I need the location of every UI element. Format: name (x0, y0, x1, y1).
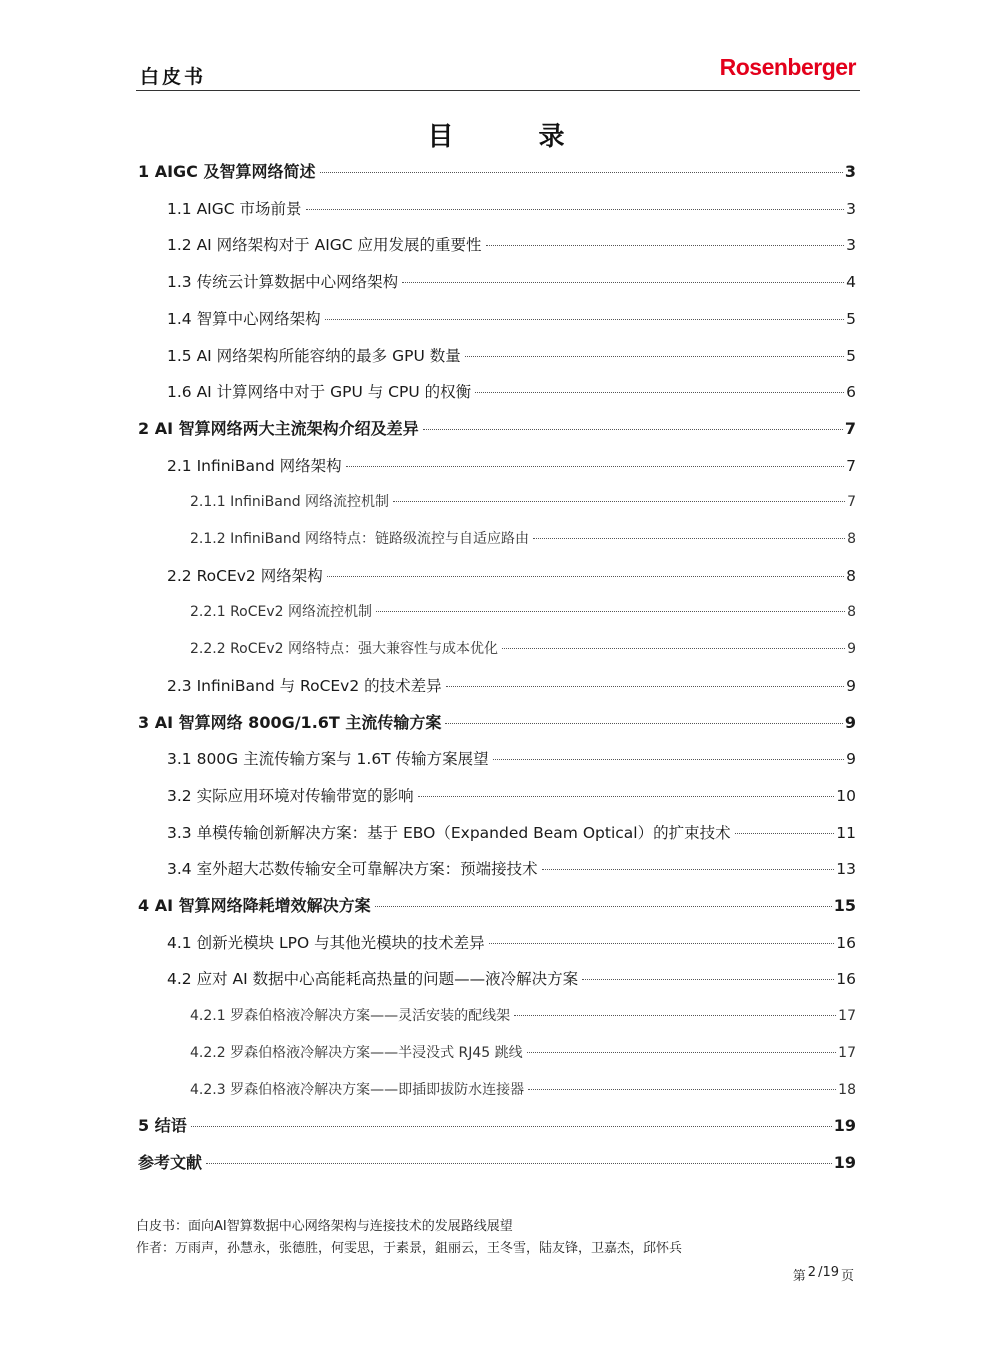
toc-entry-title: 4.2.1 罗森伯格液冷解决方案——灵活安装的配线架 (190, 1008, 511, 1025)
toc-entry-page: 3 (846, 236, 856, 255)
toc-entry-level-1[interactable] (138, 411, 856, 447)
toc-entry-page: 5 (846, 346, 856, 365)
toc-entry-level-2[interactable] (167, 191, 856, 227)
toc-dot-leader (493, 759, 845, 760)
toc-entry-level-3[interactable] (190, 594, 856, 630)
toc-entry-title: 2.2.2 RoCEv2 网络特点：强大兼容性与成本优化 (190, 641, 498, 658)
toc-entry-page: 7 (846, 456, 856, 475)
toc-entry-title: 4.2.2 罗森伯格液冷解决方案——半浸没式 RJ45 跳线 (190, 1044, 523, 1061)
toc-entry-level-1[interactable] (138, 154, 856, 190)
toc-entry-level-2[interactable] (167, 448, 856, 484)
toc-entry-level-2[interactable] (167, 338, 856, 374)
toc-dot-leader (418, 796, 835, 797)
toc-entry-level-3[interactable] (190, 484, 856, 520)
toc-entry-page: 17 (838, 1044, 856, 1061)
toc-dot-leader (423, 429, 843, 430)
toc-dot-leader (465, 356, 844, 357)
toc-entry-page: 8 (846, 566, 856, 585)
toc-entry-level-1[interactable] (138, 888, 856, 924)
toc-entry-title: 参考文献 (138, 1152, 203, 1172)
toc-entry-page: 5 (846, 309, 856, 328)
toc-entry-page: 11 (836, 823, 856, 842)
toc-entry-page: 17 (838, 1008, 856, 1025)
toc-entry-level-1[interactable] (138, 1145, 856, 1181)
toc-entry-page: 13 (836, 860, 856, 879)
toc-entry-title: 1.4 智算中心网络架构 (167, 309, 321, 328)
toc-entry-level-2[interactable] (167, 227, 856, 263)
toc-entry-page: 8 (847, 604, 856, 621)
toc-entry-title: 1 AIGC 及智算网络简述 (138, 162, 316, 181)
toc-dot-leader (533, 538, 845, 539)
toc-dot-leader (475, 392, 844, 393)
toc-entry-page: 3 (844, 162, 856, 181)
toc-entry-title: 5 结语 (138, 1116, 187, 1136)
toc-entry-title: 3 AI 智算网络 800G/1.6T 主流传输方案 (138, 712, 442, 732)
toc-dot-leader (327, 576, 844, 577)
toc-entry-page: 3 (846, 199, 856, 218)
toc-entry-title: 4.2 应对 AI 数据中心高能耗高热量的问题——液冷解决方案 (167, 970, 579, 989)
toc-dot-leader (346, 466, 845, 467)
page-suffix: 页 (840, 1269, 854, 1284)
page-current: 2 (807, 1265, 817, 1280)
toc-entry-level-2[interactable] (167, 851, 856, 887)
toc-entry-page: 15 (833, 896, 856, 915)
toc-entry-level-2[interactable] (167, 815, 856, 851)
toc-title: 目 录 (427, 122, 603, 152)
toc-entry-title: 1.2 AI 网络架构对于 AIGC 应用发展的重要性 (167, 236, 482, 255)
toc-entry-title: 1.6 AI 计算网络中对于 GPU 与 CPU 的权衡 (167, 383, 472, 402)
toc-dot-leader (191, 1126, 832, 1127)
toc-entry-title: 1.5 AI 网络架构所能容纳的最多 GPU 数量 (167, 346, 461, 365)
toc-dot-leader (486, 245, 845, 246)
toc-dot-leader (514, 1015, 836, 1016)
toc-entry-level-2[interactable] (167, 374, 856, 410)
toc-entry-title: 2.1.1 InfiniBand 网络流控机制 (190, 494, 390, 511)
toc-entry-page: 19 (833, 1116, 856, 1136)
toc-entry-level-2[interactable] (167, 301, 856, 337)
toc-entry-page: 6 (846, 383, 856, 402)
toc-entry-page: 7 (844, 418, 856, 438)
toc-entry-page: 8 (847, 531, 856, 547)
toc-entry-page: 16 (836, 970, 856, 989)
toc-dot-leader (393, 501, 845, 502)
toc-entry-page: 4 (846, 273, 856, 292)
toc-entry-page: 9 (846, 676, 856, 695)
toc-entry-title: 3.2 实际应用环境对传输带宽的影响 (167, 786, 414, 805)
header-divider (136, 90, 860, 91)
toc-dot-leader (582, 979, 834, 980)
toc-entry-title: 1.1 AIGC 市场前景 (167, 199, 302, 218)
toc-dot-leader (375, 906, 832, 907)
toc-entry-title: 2.2.1 RoCEv2 网络流控机制 (190, 604, 372, 621)
toc-entry-page: 19 (833, 1152, 856, 1172)
toc-entry-title: 3.4 室外超大芯数传输安全可靠解决方案：预端接技术 (167, 860, 538, 879)
toc-entry-title: 4.2.3 罗森伯格液冷解决方案——即插即拔防水连接器 (190, 1081, 525, 1098)
toc-entry-page: 18 (838, 1081, 856, 1098)
toc-entry-page: 10 (836, 786, 856, 805)
toc-entry-title: 2.2 RoCEv2 网络架构 (167, 566, 323, 585)
toc-entry-level-1[interactable] (138, 705, 856, 741)
toc-entry-level-3[interactable] (190, 1072, 856, 1108)
toc-dot-leader (325, 319, 845, 320)
document-type-label: 白皮书 (140, 66, 207, 88)
toc-entry-level-2[interactable] (167, 741, 856, 777)
toc-entry-title: 3.1 800G 主流传输方案与 1.6T 传输方案展望 (167, 750, 489, 769)
toc-dot-leader (376, 611, 845, 612)
toc-dot-leader (502, 648, 845, 649)
toc-entry-page: 7 (847, 494, 856, 511)
toc-dot-leader (446, 686, 844, 687)
toc-entry-level-2[interactable] (167, 668, 856, 704)
toc-entry-page: 16 (836, 933, 856, 952)
toc-entry-level-3[interactable] (190, 1035, 856, 1071)
toc-dot-leader (320, 172, 843, 173)
toc-entry-page: 9 (846, 750, 856, 769)
brand-logo: Rosenberger (719, 54, 856, 80)
toc-dot-leader (735, 833, 835, 834)
toc-dot-leader (306, 209, 845, 210)
page-prefix: 第 (792, 1269, 806, 1284)
page-number (793, 1265, 854, 1284)
toc-entry-level-3[interactable] (190, 998, 856, 1034)
toc-entry-level-2[interactable] (167, 264, 856, 300)
toc-entry-title: 2.3 InfiniBand 与 RoCEv2 的技术差异 (167, 676, 442, 695)
toc-dot-leader (206, 1163, 832, 1164)
toc-entry-title: 4 AI 智算网络降耗增效解决方案 (138, 896, 371, 915)
toc-entry-page: 9 (847, 641, 856, 658)
footer-document-title: 白皮书：面向AI智算数据中心网络架构与连接技术的发展路线展望 (136, 1219, 513, 1234)
toc-dot-leader (445, 723, 842, 724)
toc-entry-title: 3.3 单模传输创新解决方案：基于 EBO（Expanded Beam Optical）的扩束技术 (167, 823, 731, 842)
toc-entry-page: 9 (844, 712, 856, 732)
page-total: /19 (818, 1265, 839, 1280)
toc-entry-level-2[interactable] (167, 925, 856, 961)
toc-entry-level-2[interactable] (167, 778, 856, 814)
toc-dot-leader (402, 282, 844, 283)
footer (136, 1216, 682, 1260)
toc-entry-title: 2.1.2 InfiniBand 网络特点：链路级流控与自适应路由 (190, 531, 530, 547)
toc-entry-title: 4.1 创新光模块 LPO 与其他光模块的技术差异 (167, 933, 485, 952)
toc-entry-level-1[interactable] (138, 1108, 856, 1144)
toc-dot-leader (527, 1052, 837, 1053)
toc-entry-level-2[interactable] (167, 558, 856, 594)
toc-entry-title: 2.1 InfiniBand 网络架构 (167, 456, 342, 475)
toc-entry-title: 2 AI 智算网络两大主流架构介绍及差异 (138, 418, 419, 438)
toc-dot-leader (542, 869, 835, 870)
toc-entry-title: 1.3 传统云计算数据中心网络架构 (167, 273, 399, 292)
toc-dot-leader (489, 943, 835, 944)
toc-dot-leader (528, 1089, 836, 1090)
toc-entry-level-2[interactable] (167, 961, 856, 997)
footer-authors: 作者：万雨声，孙慧永，张德胜，何雯思，于素景，鉏丽云，王冬雪，陆友锋，卫嘉杰，邱怀兵 (136, 1241, 683, 1256)
toc-entry-level-3[interactable] (190, 631, 856, 667)
toc-entry-level-3[interactable] (190, 521, 856, 557)
